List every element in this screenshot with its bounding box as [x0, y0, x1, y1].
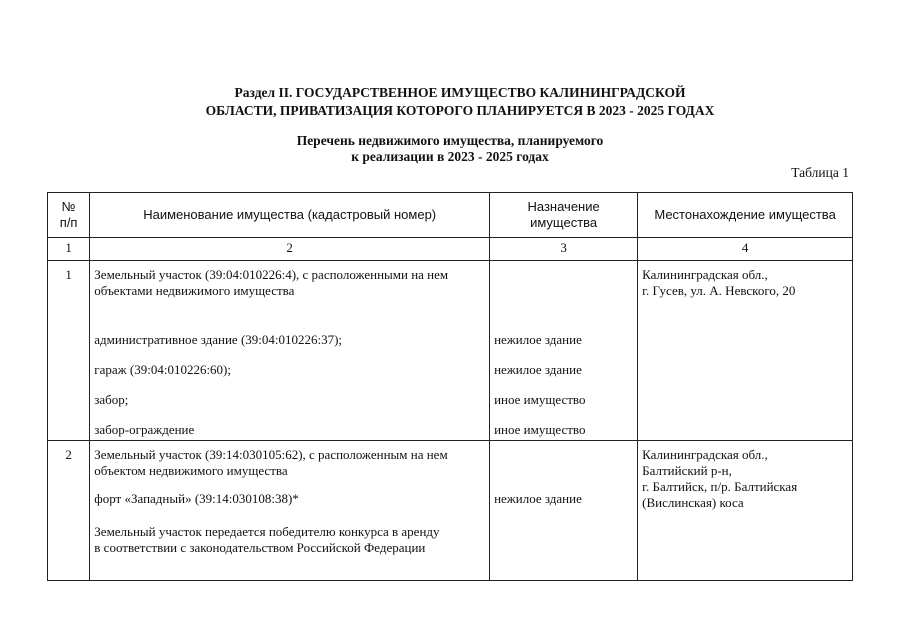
property-item: забор; — [94, 392, 129, 407]
property-table — [47, 192, 853, 581]
property-item: форт «Западный» (39:14:030108:38)* — [94, 491, 299, 506]
property-item: забор-ограждение — [94, 422, 195, 437]
location-cell — [638, 441, 853, 581]
location-line-1: Калининградская обл., — [642, 447, 768, 462]
location-line-3: г. Балтийск, п/р. Балтийская — [642, 479, 798, 494]
property-purpose: иное имущество — [494, 392, 586, 407]
property-note-line-1: Земельный участок передается победителю конкурса в аренду — [94, 524, 440, 539]
header-purpose-line-2: имущества — [530, 215, 598, 230]
table-label: Таблица 1 — [791, 165, 849, 180]
column-number-4: 4 — [638, 238, 853, 261]
list-subtitle — [200, 133, 700, 165]
column-number-2: 2 — [90, 238, 490, 261]
header-location: Местонахождение имущества — [638, 193, 853, 238]
location-line-2: г. Гусев, ул. А. Невского, 20 — [642, 283, 796, 298]
location-line-2: Балтийский р-н, — [642, 463, 732, 478]
purpose-cell — [490, 441, 638, 581]
property-name-cell — [90, 261, 490, 441]
location-line-1: Калининградская обл., — [642, 267, 768, 282]
section-title — [120, 84, 800, 120]
location-cell — [638, 261, 853, 441]
property-purpose: иное имущество — [494, 422, 586, 437]
property-purpose: нежилое здание — [494, 332, 582, 347]
list-subtitle-line-1: Перечень недвижимого имущества, планируемого — [296, 133, 604, 148]
property-item: гараж (39:04:010226:60); — [94, 362, 231, 377]
property-note-line-2: в соответствии с законодательством Российской Федерации — [94, 540, 426, 555]
list-subtitle-line-2: к реализации в 2023 - 2025 годах — [351, 149, 549, 164]
header-num-line-1: № — [61, 199, 76, 214]
header-purpose-line-1: Назначение — [527, 199, 600, 214]
column-number-row — [48, 238, 853, 261]
header-num-line-2: п/п — [59, 215, 78, 230]
column-number-3: 3 — [490, 238, 638, 261]
property-purpose: нежилое здание — [494, 491, 582, 506]
header-num — [48, 193, 90, 238]
property-main-line-2: объектом недвижимого имущества — [94, 463, 288, 478]
row-number: 2 — [48, 441, 90, 581]
location-line-4: (Вислинская) коса — [642, 495, 744, 510]
property-name-cell — [90, 441, 490, 581]
row-number: 1 — [48, 261, 90, 441]
table-row — [48, 441, 853, 581]
section-title-line-2: ОБЛАСТИ, ПРИВАТИЗАЦИЯ КОТОРОГО ПЛАНИРУЕТСЯ В 2023 - 2025 ГОДАХ — [205, 103, 715, 118]
header-purpose — [490, 193, 638, 238]
property-main-line-2: объектами недвижимого имущества — [94, 283, 295, 298]
purpose-cell — [490, 261, 638, 441]
property-main-line-1: Земельный участок (39:04:010226:4), с расположенными на нем — [94, 267, 449, 282]
table-header-row — [48, 193, 853, 238]
property-purpose: нежилое здание — [494, 362, 582, 377]
header-name: Наименование имущества (кадастровый номер) — [90, 193, 490, 238]
column-number-1: 1 — [48, 238, 90, 261]
property-item: административное здание (39:04:010226:37); — [94, 332, 343, 347]
property-main-line-1: Земельный участок (39:14:030105:62), с расположенным на нем — [94, 447, 448, 462]
section-title-line-1: Раздел II. ГОСУДАРСТВЕННОЕ ИМУЩЕСТВО КАЛИНИНГРАДСКОЙ — [234, 85, 686, 100]
table-row — [48, 261, 853, 441]
